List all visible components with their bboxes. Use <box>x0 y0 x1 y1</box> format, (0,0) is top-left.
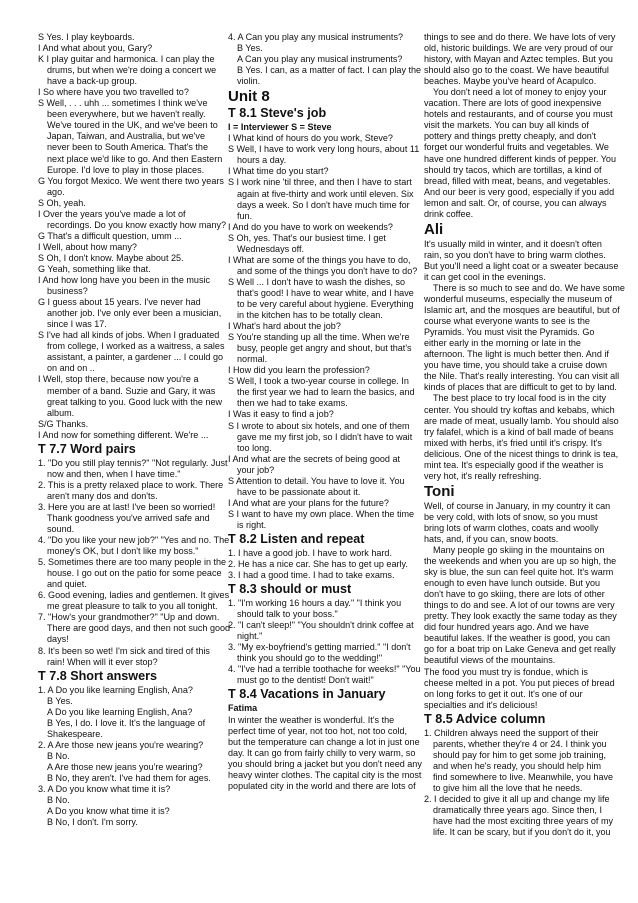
section-heading: Unit 8 <box>228 88 270 106</box>
text-line: 2. A Are those new jeans you're wearing? <box>38 739 204 750</box>
text-line: 1. "Do you still play tennis?" "Not regularly. Just <box>38 457 228 468</box>
text-line: member of a band. Suzie and Gary, it was <box>47 385 216 396</box>
text-line: Japan, Taiwan, and Australia, but we've <box>47 131 205 142</box>
column-right <box>424 32 625 838</box>
text-line: mixed with herbs, it's fried until it's crispy. It's <box>424 437 602 448</box>
text-line: S I work nine 'til three, and then I have to start <box>228 177 412 188</box>
text-line: B Yes. <box>237 43 263 54</box>
text-line: don't have to go skiing, there are lots of other <box>424 589 605 600</box>
text-line: 5. Sometimes there are too many people in the <box>38 557 227 568</box>
text-line: I And do you have to work on weekends? <box>228 221 393 232</box>
text-line: have to be passionate about it. <box>237 486 361 497</box>
text-line: find somewhere to live. Meanwhile, you have <box>433 771 614 782</box>
text-line: A Do you know what time it is? <box>47 806 170 817</box>
text-line: B No. <box>47 750 70 761</box>
section-heading: T 7.8 Short answers <box>38 668 157 683</box>
text-line: be very cold, with lots of snow, so you must <box>424 511 598 522</box>
text-line: 2. I decided to give it all up and change my life <box>424 794 610 804</box>
text-line: vacation. There are lots of good inexpensive <box>424 98 602 109</box>
text-line: assistant, a painter, a gardener ... I could go <box>47 352 224 363</box>
text-line: mint tea. It's especially good if the weather is <box>424 459 604 470</box>
text-line: S Well, . . . uhh ... sometimes I think we've <box>38 98 208 109</box>
text-line: forget our wonderful fruits and vegetables. We <box>424 142 609 153</box>
text-line: Thank goodness you've arrived safe and <box>47 512 210 523</box>
text-line: 3. I had a good time. I had to take exams. <box>228 570 395 581</box>
text-line: should pay for him to get some job training, <box>433 749 606 760</box>
text-line: have a back-up group. <box>47 76 138 87</box>
text-line: hotels and restaurants, and of course you must <box>424 109 613 120</box>
text-line: drink coffee. <box>424 208 474 219</box>
text-line: afternoon. The light is much better then. And if <box>424 349 609 360</box>
text-line: kinds of places that are difficult to get to by land. <box>424 382 617 393</box>
text-line: 3. A Do you know what time it is? <box>38 784 171 795</box>
text-line: things to do and see. A lot of our towns are very <box>424 600 615 611</box>
text-line: 1. A Do you like learning English, Ana? <box>38 684 193 695</box>
text-line: I = Interviewer S = Steve <box>228 122 332 133</box>
text-line: the first year we had to learn the basics, and <box>237 387 415 398</box>
text-line: S Yes. I play keyboards. <box>38 32 135 42</box>
text-line: S Oh, yes. That's our busiest time. I get <box>228 232 386 243</box>
text-line: it can get cool in the evenings. <box>424 271 546 282</box>
section-heading: T 8.3 should or must <box>228 582 352 597</box>
text-line: 6. Good evening, ladies and gentlemen. It gives <box>38 590 230 601</box>
text-line: and some of the things you don't have to do? <box>237 265 418 276</box>
text-line: night." <box>237 631 263 642</box>
text-line: I What's hard about the job? <box>228 321 341 332</box>
text-line: I And how long have you been in the music <box>38 275 211 286</box>
text-line: There is so much to see and do. We have some <box>433 282 625 293</box>
text-line: business? <box>47 286 88 297</box>
text-line: money's OK, but I don't like my boss." <box>47 546 199 557</box>
text-line: another job. I've only ever been a musician, <box>47 308 222 319</box>
text-line: Many people go skiing in the mountains on <box>433 545 605 556</box>
text-line: I What kind of hours do you work, Steve? <box>228 133 393 144</box>
text-line: G Yeah, something like that. <box>38 263 151 274</box>
text-line: and quiet. <box>47 579 87 590</box>
section-heading: T 7.7 Word pairs <box>38 441 136 456</box>
text-line: your job? <box>237 464 275 475</box>
text-line: But you'll need a light coat or a sweater because <box>424 260 619 271</box>
text-line: but the temperature can change a lot in just one <box>228 736 420 747</box>
column-middle <box>228 32 422 792</box>
text-line: S I wrote to about six hotels, and one of them <box>228 420 410 431</box>
text-line: rain, so you don't have to bring warm clothes. <box>424 249 606 260</box>
text-line: 3. Here you are at last! I've been so worried! <box>38 501 216 512</box>
text-line: 2. This is a pretty relaxed place to work. There <box>38 479 224 490</box>
text-line: S Attention to detail. You have to love it. You <box>228 475 405 486</box>
text-line: I And what are the secrets of being good at <box>228 453 401 464</box>
text-line: 2. "I can't sleep!" "You shouldn't drink coffee at <box>228 620 414 631</box>
text-line: course what everyone wants to see is the <box>424 316 590 327</box>
text-line: B No, they aren't. I've had them for ages. <box>47 773 211 783</box>
text-line: are made of meat, usually lamb. You should also <box>424 415 619 426</box>
text-line: recordings. Do you know exactly how many? <box>47 219 227 230</box>
text-line: days! <box>47 634 69 645</box>
text-line: parents, whether they're 4 or 24. I think you <box>433 738 607 749</box>
text-line: pretty. They look exactly the same today as they <box>424 611 617 622</box>
text-line: Wednesdays off. <box>237 243 305 254</box>
text-line: 1. "I'm working 16 hours a day." "I think you <box>228 598 402 609</box>
text-line: heavy winter clothes. The capital city is the most <box>228 769 422 780</box>
text-line: normal. <box>237 354 268 365</box>
text-line: since I was 17. <box>47 319 107 330</box>
text-line: 7. "How's your grandmother?" "Up and down. <box>38 612 220 623</box>
text-line: the weekends and when you are up so high, the <box>424 556 617 567</box>
text-line: 1. Children always need the support of their <box>424 727 599 738</box>
text-line: visit the markets. You can buy all kinds of <box>424 120 589 131</box>
section-heading: T 8.1 Steve's job <box>228 106 327 121</box>
text-line: fun. <box>237 210 253 221</box>
text-line: 2. He has a nice car. She has to get up early. <box>228 559 408 570</box>
text-line: gave me my first job, so I didn't have to wait <box>237 431 413 442</box>
text-line: I And now for something different. We're ... <box>38 429 209 440</box>
text-line: 4. "Do you like your new job?" "Yes and no. The <box>38 535 230 546</box>
text-line: bread, filled with meat, beans, and vegetables. <box>424 175 611 186</box>
text-line: old, historic buildings. We are very proud of our <box>424 43 613 54</box>
text-line: pottery and things pretty cheaply, and don't <box>424 131 597 142</box>
text-line: I What are some of the things you have to do, <box>228 254 411 265</box>
text-line: have had the most exciting three years of my <box>433 816 614 827</box>
text-line: 4. A Can you play any musical instruments? <box>228 32 403 42</box>
text-line: drums, but when we're doing a concert we <box>47 65 217 76</box>
text-line: bring lots of warm clothes, coats and woolly <box>424 522 599 533</box>
section-heading: Toni <box>424 482 455 500</box>
text-line: beaches. Maybe you've heard of Acapulco. <box>424 76 597 87</box>
text-line: S Oh, yeah. <box>38 197 86 208</box>
text-line: and when he's ready, you should help him <box>433 760 602 771</box>
text-line: next place we'd like to go. And then Eastern <box>47 153 223 164</box>
text-line: things to see and do there. We have lots of very <box>424 32 616 42</box>
text-line: G You forgot Mexico. We went there two years <box>38 175 224 186</box>
text-line: Well, of course in January, in my country it can <box>424 500 611 511</box>
text-line: too long. <box>237 442 272 453</box>
text-line: Europe. I'd love to play in those places. <box>47 164 205 175</box>
text-line: There are good days, and then not such good <box>47 623 231 634</box>
text-line: I Well, stop there, because now you're a <box>38 374 199 385</box>
text-line: house. I go out on the patio for some peace <box>47 568 222 579</box>
text-line: It's usually mild in winter, and it doesn't often <box>424 238 602 249</box>
text-line: You don't need a lot of money to enjoy your <box>433 87 607 98</box>
section-heading: Ali <box>424 220 444 238</box>
text-line: violin. <box>237 76 261 87</box>
text-line: And our beer is very good, especially if you add <box>424 186 615 197</box>
text-line: delicious. One of the nicest things to drink is tea, <box>424 448 619 459</box>
text-line: album. <box>47 407 75 418</box>
text-line: ago. <box>47 186 65 197</box>
text-line: sound. <box>47 524 75 535</box>
text-line: 4. "I've had a terrible toothache for weeks!" "You <box>228 664 421 675</box>
text-line: think you should go to the wedding!" <box>237 653 383 664</box>
text-line: go for a boat trip on Lake Geneva and get really <box>424 644 616 655</box>
text-line: day. It can go from fairly chilly to very warm, so <box>228 747 416 758</box>
text-line: A Can you play any musical instruments? <box>237 54 403 65</box>
text-line: S I want to have my own place. When the time <box>228 508 415 519</box>
text-line: you should bring a jacket but you don't need any <box>228 758 422 769</box>
text-line: S You're standing up all the time. When we're <box>228 332 410 343</box>
text-line: must go to the dentist! Don't wait!" <box>237 675 374 686</box>
text-line: history, with Mayan and Aztec temples. But you <box>424 54 613 65</box>
text-line: I What time do you start? <box>228 166 329 177</box>
text-line: on long forks to get it out. It's one of our <box>424 688 583 699</box>
text-line: 3. "My ex-boyfriend's getting married." "I don't <box>228 642 411 653</box>
text-line: In winter the weather is wonderful. It's the <box>228 714 395 725</box>
text-line: aren't many dos and don'ts. <box>47 490 158 501</box>
text-line: S Well ... I don't have to wash the dishes, so <box>228 276 406 287</box>
text-line: K I play guitar and harmonica. I can play the <box>38 54 215 65</box>
text-line: center. You should try koftas and kebabs, which <box>424 404 615 415</box>
text-line: B Yes, I do. I love it. It's the language of <box>47 717 206 728</box>
text-line: again at five-thirty and work until eleven. Six <box>237 188 414 199</box>
text-line: either early in the morning or late in the <box>424 338 581 349</box>
text-line: sky is blue, the sun can feel quite hot. It's warm <box>424 567 614 578</box>
text-line: rain! When will it ever stop? <box>47 656 158 667</box>
text-line: very hot, it's really refreshing. <box>424 470 542 481</box>
text-line: now and then, when I have time." <box>47 468 181 479</box>
text-line: Pyramids. You must visit the Pyramids. Go <box>424 327 595 338</box>
text-line: I And what are your plans for the future? <box>228 497 389 508</box>
text-line: I So where have you two travelled to? <box>38 87 189 98</box>
text-line: Islamic art, and the mosques are beautiful, but of <box>424 305 620 316</box>
text-line: then we had to take exams. <box>237 398 348 409</box>
section-heading: T 8.4 Vacations in January <box>228 687 386 702</box>
text-line: B Yes. I can, as a matter of fact. I can play the <box>237 65 422 76</box>
text-line: in the kitchen has to be totally clean. <box>237 310 383 321</box>
text-line: B No, I don't. I'm sorry. <box>47 817 138 828</box>
text-line: 8. It's been so wet! I'm sick and tired of this <box>38 645 210 656</box>
text-line: have one hundred different kinds of pepper. You <box>424 153 616 164</box>
text-line: enough to even have lunch outside. But you <box>424 578 601 589</box>
text-line: I Over the years you've made a lot of <box>38 208 186 219</box>
section-heading: T 8.5 Advice column <box>424 711 546 726</box>
text-line: should also go to the coast. We have beautiful <box>424 65 609 76</box>
text-line: B No. <box>47 795 70 806</box>
text-line: never been to South America. That's the <box>47 142 208 153</box>
text-line: me great pleasure to talk to you all tonight. <box>47 601 218 612</box>
text-line: should try tacos, which are tortillas, a kind of <box>424 164 602 175</box>
column-left <box>38 32 231 828</box>
text-line: is right. <box>237 519 267 530</box>
text-line: days a week. So I don't have much time for <box>237 199 410 210</box>
text-line: hours a day. <box>237 155 287 166</box>
text-line: The food you must try is fondue, which is <box>424 666 588 677</box>
text-line: We've toured in the UK, and we've been to <box>47 120 218 131</box>
text-line: populated city in the world and there are lots of <box>228 780 416 791</box>
text-line: been everywhere, but we haven't really. <box>47 109 206 120</box>
text-line: S Well, I have to work very long hours, about 11 <box>228 144 420 155</box>
text-line: Shakespeare. <box>47 728 103 739</box>
text-line: Fatima <box>228 703 258 714</box>
text-line: from college, I worked as a waitress, a sales <box>47 341 225 352</box>
text-line: S I've had all kinds of jobs. When I graduated <box>38 330 220 341</box>
text-line: you have time, you should take a cruise down <box>424 360 608 371</box>
text-line: the Nile. That's really interesting. You can visit all <box>424 371 620 382</box>
text-line: I How did you learn the profession? <box>228 365 370 376</box>
text-line: on and on .. <box>47 363 95 374</box>
text-line: I Was it easy to find a job? <box>228 409 334 420</box>
text-line: The best place to try local food is in the city <box>433 393 606 404</box>
text-line: I Well, about how many? <box>38 241 137 252</box>
text-line: beautiful lakes. If the weather is good, you can <box>424 633 611 644</box>
text-line: should talk to your boss." <box>237 609 338 620</box>
text-line: did four hundred years ago. And we have <box>424 622 589 633</box>
text-line: B Yes. <box>47 695 73 706</box>
text-line: life. It can be scary, but if you don't do it, you <box>433 827 611 838</box>
text-line: A Are those new jeans you're wearing? <box>47 761 203 772</box>
text-line: to give him all the love that he needs. <box>433 782 583 793</box>
text-line: perfect time of year, not too hot, not too cold, <box>228 725 408 736</box>
text-line: dramatically three years ago. Since then, I <box>433 805 602 816</box>
text-line: to be very careful about hygiene. Everything <box>237 298 414 309</box>
text-line: cheese melted in a pot. You put pieces of bread <box>424 677 615 688</box>
text-line: beautiful views of the mountains. <box>424 655 556 666</box>
text-line: G That's a difficult question, umm ... <box>38 230 182 241</box>
text-line: hats, and, if you can, snow boots. <box>424 533 559 544</box>
text-line: specialties and it's delicious! <box>424 699 538 710</box>
text-line: A Do you like learning English, Ana? <box>47 706 193 717</box>
text-line: G I guess about 15 years. I've never had <box>38 297 201 308</box>
text-line: try falafel, which is a kind of ball made of beans <box>424 426 614 437</box>
text-line: lemon and salt. Or, of course, you can always <box>424 197 607 208</box>
text-line: busy, people get angry and shout, but that's <box>237 343 412 354</box>
text-line: S/G Thanks. <box>38 418 89 429</box>
section-heading: T 8.2 Listen and repeat <box>228 531 365 546</box>
text-line: S Oh, I don't know. Maybe about 25. <box>38 252 184 263</box>
text-line: great talking to you. Good luck with the new <box>47 396 223 407</box>
text-line: 1. I have a good job. I have to work hard. <box>228 547 392 558</box>
text-line: that's good! I have to wear white, and I have <box>237 287 414 298</box>
text-line: S Well, I took a two-year course in college. In <box>228 376 409 387</box>
text-line: I And what about you, Gary? <box>38 43 153 54</box>
text-line: wonderful museums, especially the museum of <box>424 294 613 305</box>
